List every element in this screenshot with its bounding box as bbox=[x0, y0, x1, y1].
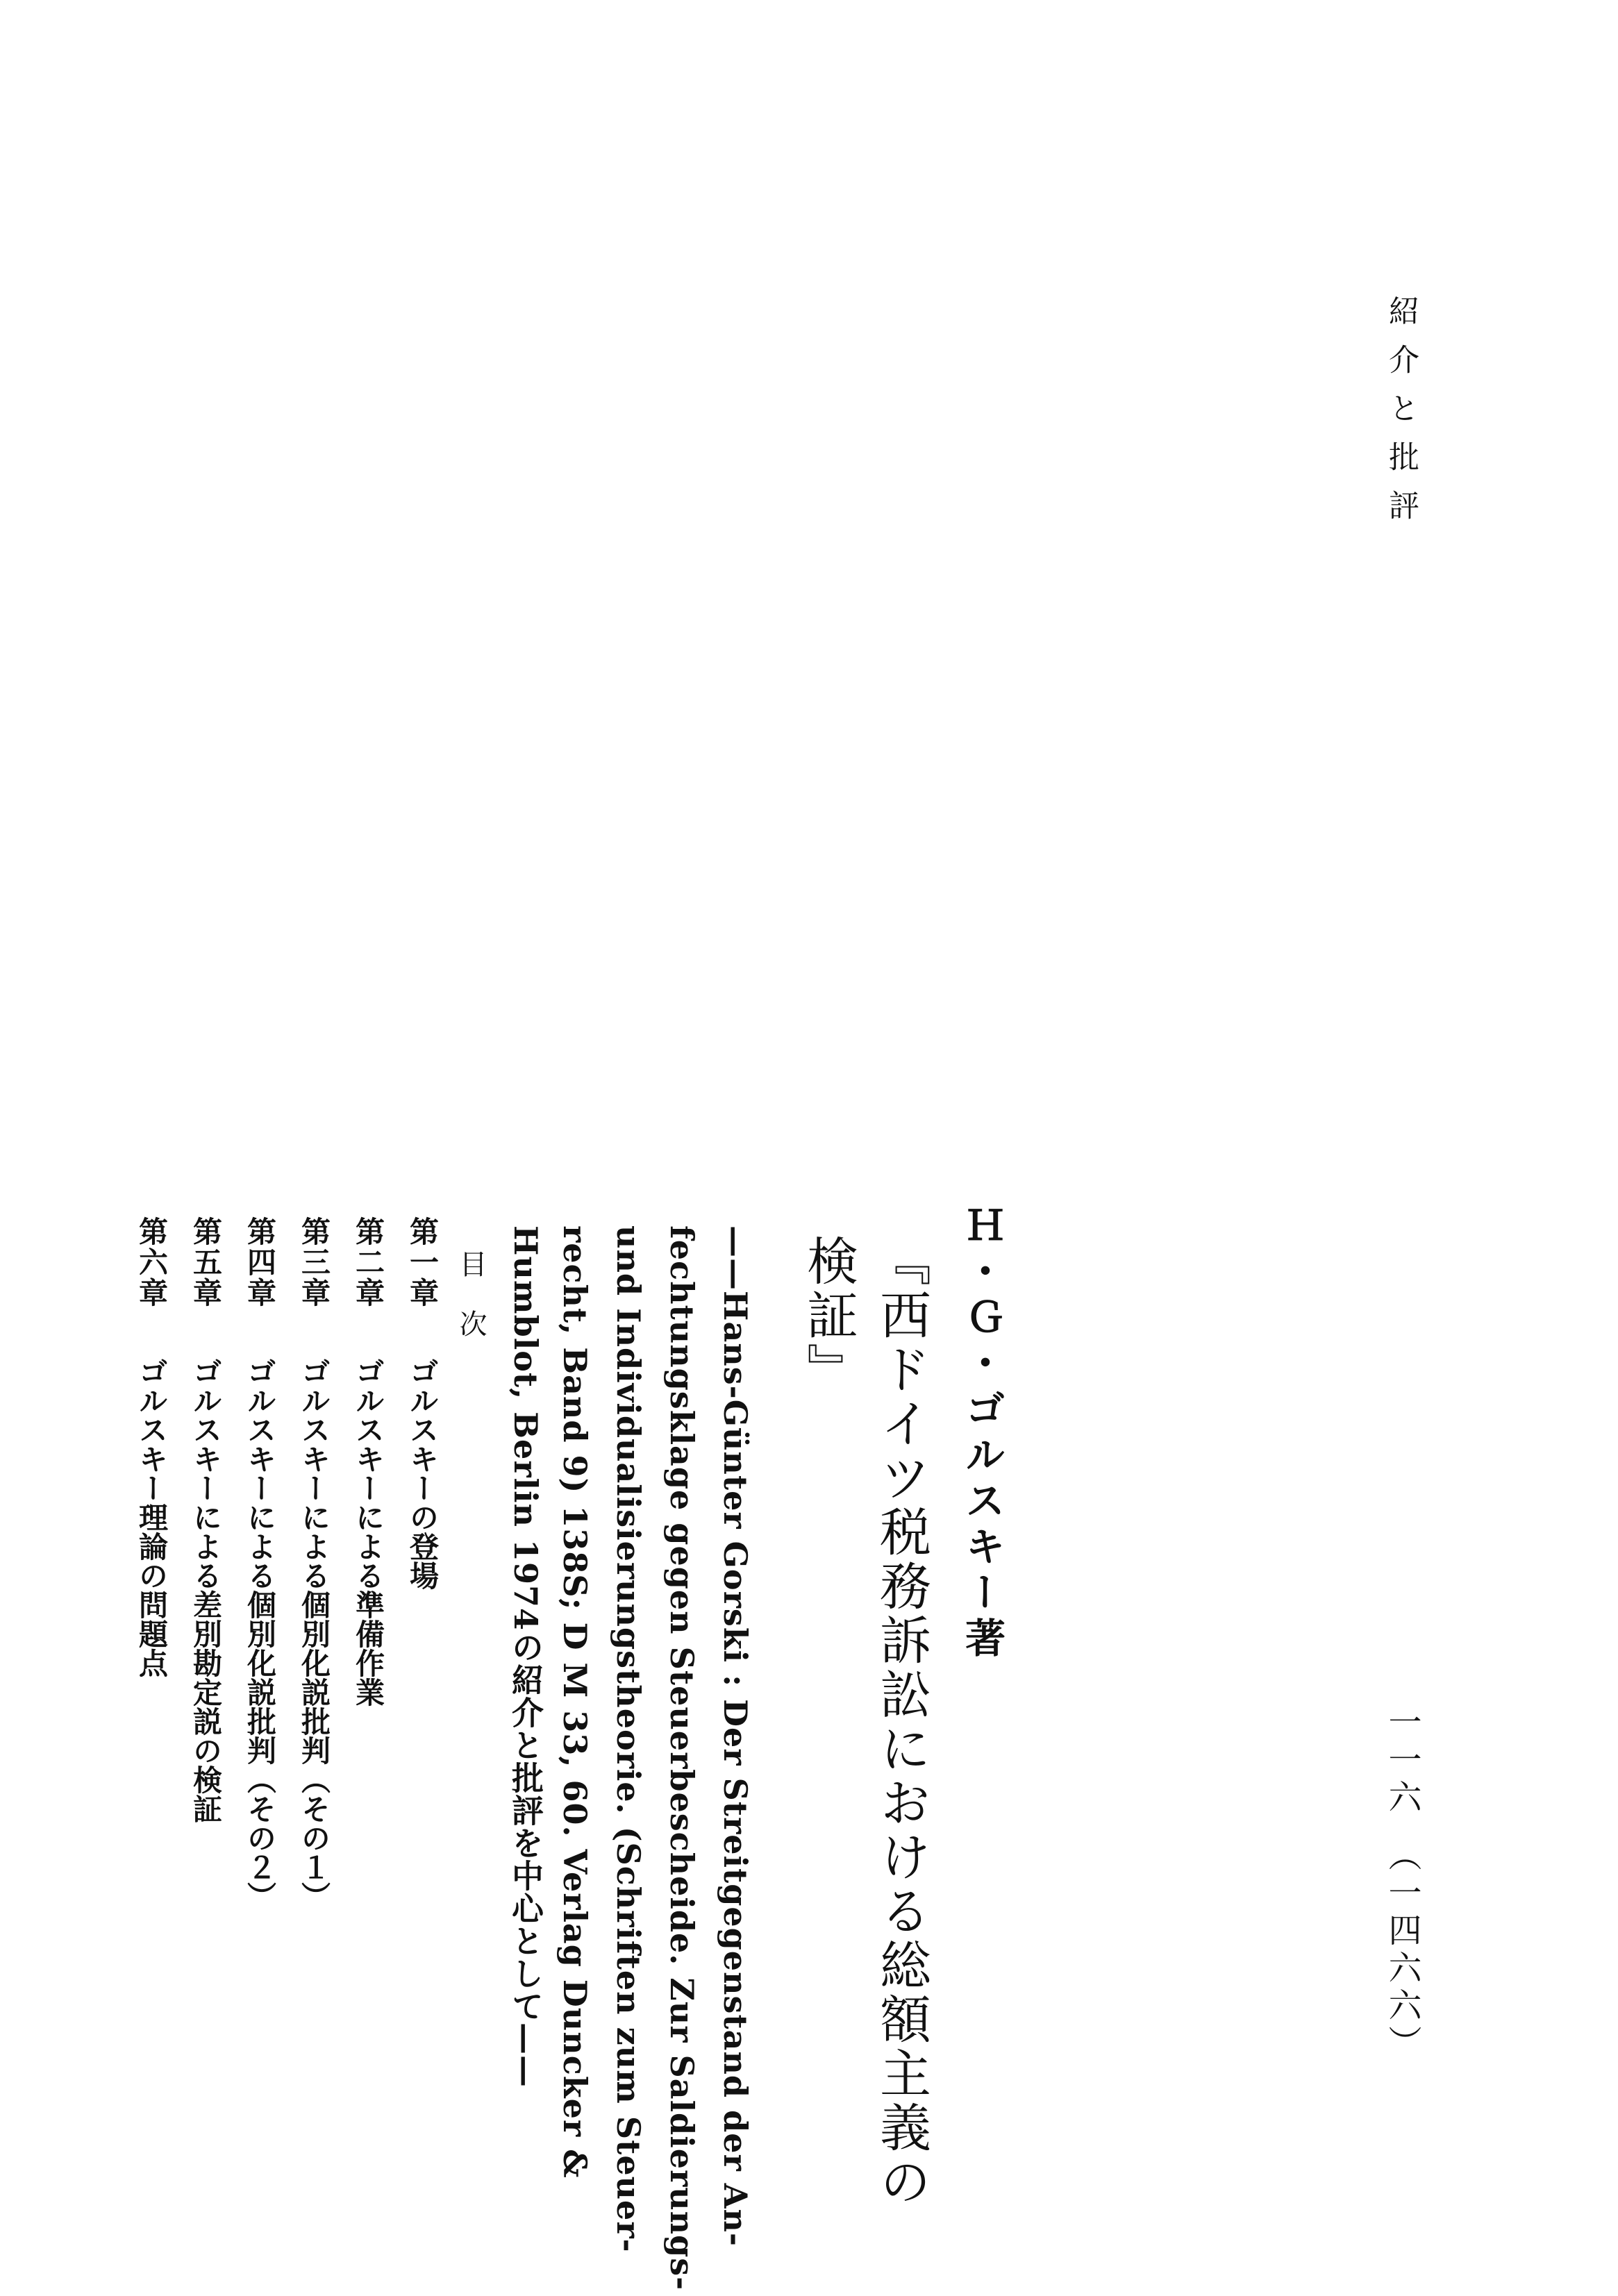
toc-chapter-number: 第二章 bbox=[351, 1216, 385, 1308]
toc-chapter-title: ゴルスキーの登場 bbox=[406, 1357, 440, 1590]
toc-chapter-number: 第四章 bbox=[243, 1216, 277, 1308]
biblio-line: Humblot, Berlin 1974の紹介と批評を中心として—— bbox=[507, 1225, 544, 2088]
biblio-line: ——Hans-Günter Gorski : Der Streitgegenstand der An- bbox=[717, 1225, 754, 2247]
toc-item bbox=[239, 1216, 281, 1911]
toc-item bbox=[401, 1216, 443, 1590]
toc-chapter-number: 第六章 bbox=[135, 1216, 169, 1308]
article-title-line-1: 『西ドイツ税務訴訟における総額主義の bbox=[871, 1234, 931, 2209]
toc-item bbox=[131, 1216, 172, 1677]
toc-item bbox=[347, 1216, 389, 1707]
toc-item bbox=[185, 1216, 226, 1823]
biblio-line: und Individualisierungstheorie. (Schriften zum Steuer- bbox=[610, 1225, 647, 2253]
running-head: 紹介と批評 bbox=[1383, 295, 1419, 538]
toc-chapter-title: ゴルスキーによる準備作業 bbox=[351, 1357, 385, 1707]
toc-chapter-title: ゴルスキー理論の問題点 bbox=[135, 1357, 169, 1677]
toc-chapter-title: ゴルスキーによる個別化説批判（その１） bbox=[297, 1357, 331, 1911]
toc-chapter-title: ゴルスキーによる個別化説批判（その２） bbox=[243, 1357, 277, 1911]
page-number: 一一六 （一四六六） bbox=[1383, 1704, 1421, 2063]
biblio-line: fechtungsklage gegen Steuerbescheide. Zur Saldierungs- bbox=[663, 1225, 701, 2291]
toc-chapter-title: ゴルスキーによる差別勘定説の検証 bbox=[189, 1357, 223, 1823]
toc-heading: 目次 bbox=[455, 1250, 487, 1369]
toc-chapter-number: 第三章 bbox=[297, 1216, 331, 1308]
toc-chapter-number: 第一章 bbox=[406, 1216, 440, 1308]
toc-item bbox=[293, 1216, 335, 1911]
article-author: Ｈ・Ｇ・ゴルスキー著 bbox=[958, 1205, 1006, 1663]
biblio-line: recht, Band 9) 138S; D M 33, 60. Verlag Duncker & bbox=[556, 1225, 594, 2179]
toc-chapter-number: 第五章 bbox=[189, 1216, 223, 1308]
article-title-line-2: 検証』 bbox=[799, 1234, 858, 1397]
